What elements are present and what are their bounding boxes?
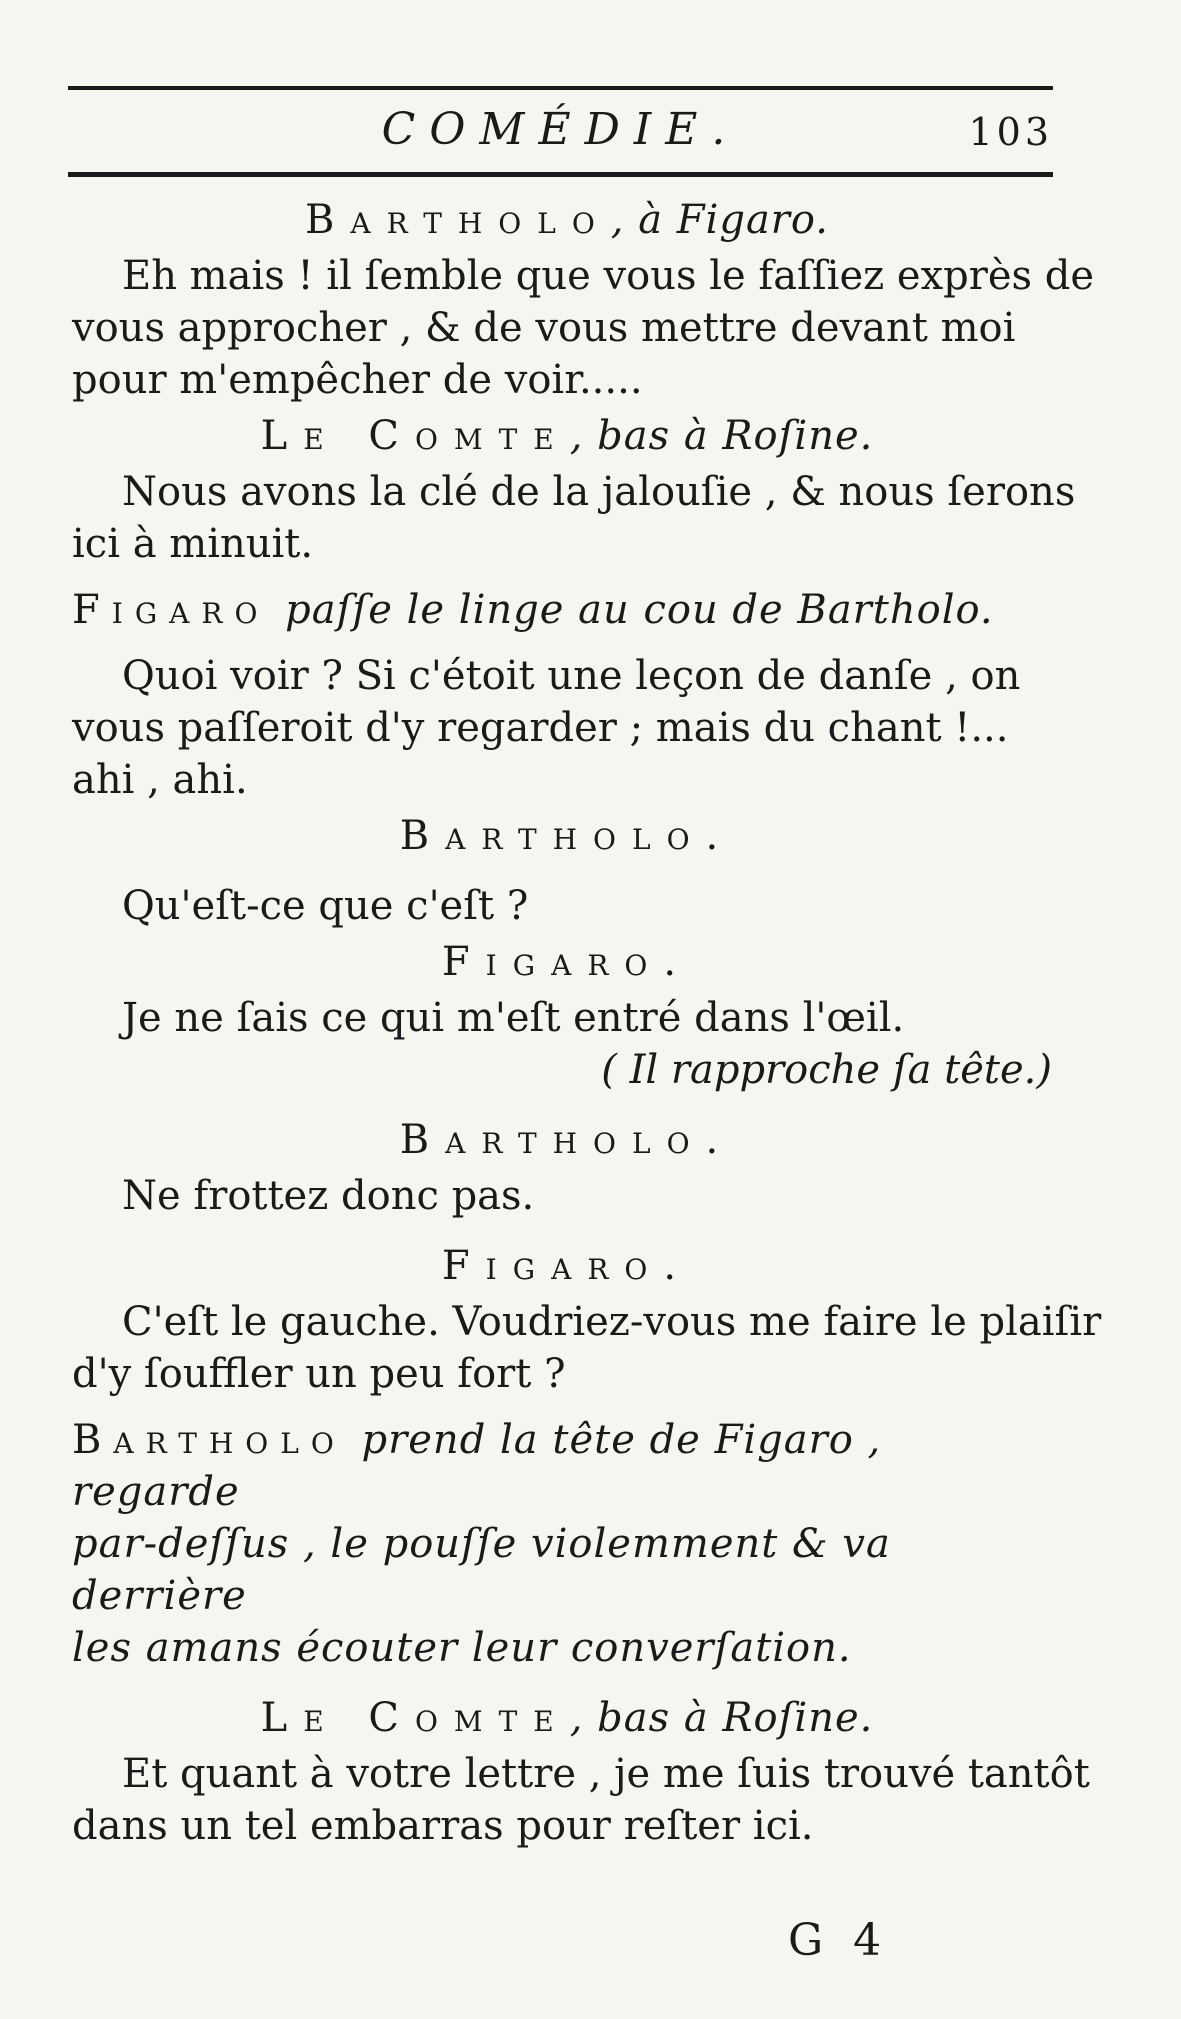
running-header (68, 98, 1053, 168)
speaker-direction: , à Figaro. (610, 197, 830, 243)
stage-direction-name: Bartholo (72, 1417, 346, 1463)
stage-direction-text: par-deſſus , le pouſſe violemment & va derrière (72, 1521, 891, 1619)
text-line: d'y ſouffler un peu fort ? (72, 1351, 566, 1397)
speaker-heading: Figaro. (441, 939, 693, 985)
speaker-direction: , bas à Roſine. (569, 413, 874, 459)
text-line: Qu'eſt-ce que c'eſt ? (122, 883, 529, 929)
page-number: 103 (968, 110, 1053, 154)
speaker-direction: , bas à Roſine. (569, 1695, 874, 1741)
text-line: Eh mais ! il ſemble que vous le faſſiez exprès de (122, 253, 1095, 299)
text-line: ici à minuit. (72, 521, 314, 567)
text-line: C'eſt le gauche. Voudriez-vous me faire le plaiſir (122, 1299, 1102, 1345)
header-rule-top (68, 86, 1053, 90)
stage-direction-text: paſſe le linge au cou de Bartholo. (285, 587, 994, 633)
stage-direction (72, 584, 1062, 636)
speaker-heading (72, 190, 1062, 250)
speaker-heading (72, 1688, 1062, 1748)
text-line: Nous avons la clé de la jalouſie , & nous ſerons (122, 469, 1076, 515)
speaker-name: Le Comte (260, 413, 570, 459)
speaker-name: Bartholo (304, 197, 611, 243)
text-line: Je ne ſais ce qui m'eſt entré dans l'œil. (122, 995, 905, 1041)
speaker-heading: Bartholo. (399, 813, 735, 859)
stage-direction-name: Figaro (72, 587, 270, 633)
speaker-heading: Figaro. (441, 1243, 693, 1289)
text-line: ahi , ahi. (72, 757, 248, 803)
text-line: Quoi voir ? Si c'étoit une leçon de danſe , on (122, 653, 1021, 699)
page-text (72, 190, 1102, 1852)
stage-direction-inline: ( Il rapproche ſa tête.) (601, 1047, 1052, 1093)
text-line: Et quant à votre lettre , je me ſuis trouvé tantôt (122, 1751, 1090, 1797)
text-line: Ne frottez donc pas. (122, 1173, 535, 1219)
speaker-heading: Bartholo. (399, 1117, 735, 1163)
stage-direction (72, 1622, 1062, 1674)
stage-direction (72, 1414, 1062, 1518)
text-line: vous paſſeroit d'y regarder ; mais du chant !... (72, 705, 1009, 751)
speaker-heading (72, 406, 1062, 466)
stage-direction-text: prend la tête de Figaro , regarde (72, 1417, 882, 1515)
header-rule-bottom (68, 172, 1053, 177)
running-title: COMÉDIE. (381, 104, 740, 155)
signature-mark: G 4 (788, 1915, 890, 1966)
text-line: pour m'empêcher de voir..... (72, 357, 643, 403)
stage-direction (72, 1518, 1062, 1622)
stage-direction-text: les amans écouter leur converſation. (72, 1625, 852, 1671)
speaker-name: Le Comte (260, 1695, 570, 1741)
text-line: dans un tel embarras pour reſter ici. (72, 1803, 814, 1849)
text-line: vous approcher , & de vous mettre devant moi (72, 305, 1016, 351)
